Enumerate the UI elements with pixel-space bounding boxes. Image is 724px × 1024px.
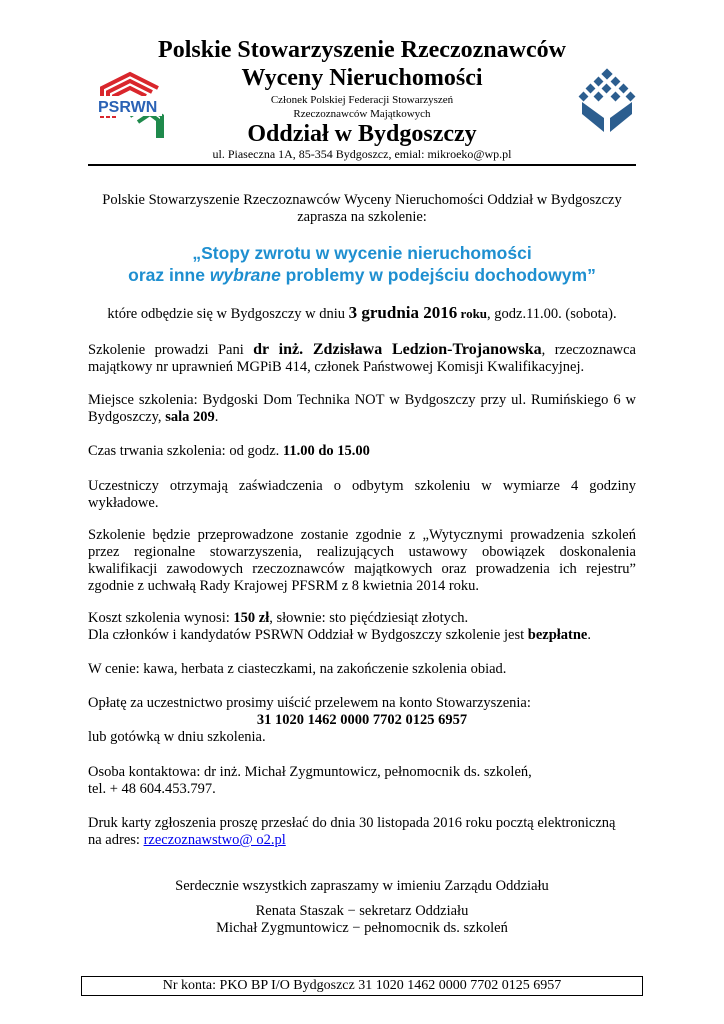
date-line: które odbędzie się w Bydgoszczy w dniu 3 grudnia 2016 roku, godz.11.00. (sobota).	[107, 303, 617, 322]
header-divider	[88, 164, 636, 166]
signature-training-officer: Michał Zygmuntowicz − pełnomocnik ds. szkoleń	[216, 920, 508, 936]
free-label: bezpłatne	[527, 627, 588, 643]
intro-line2: zaprasza na szkolenie:	[297, 209, 427, 225]
signature-secretary: Renata Staszak − sekretarz Oddziału	[255, 903, 469, 919]
place-paragraph: Miejsce szkolenia: Bydgoski Dom Technika NOT w Bydgoszczy przy ul. Rumińskiego 6 w Bydgoszczy, sala 209.	[88, 392, 636, 425]
contact-phone-line: tel. + 48 604.453.797.	[88, 781, 216, 797]
header-address: ul. Piaseczna 1A, 85-354 Bydgoszcz, emial: mikroeko@wp.pl	[212, 147, 512, 161]
member-line2: Rzeczoznawców Majątkowych	[293, 108, 431, 120]
member-line1: Członek Polskiej Federacji Stowarzyszeń	[270, 94, 454, 106]
psrwn-logo-text: PSRWN	[98, 99, 158, 116]
training-title-line1: „Stopy zwrotu w wycenie nieruchomości	[192, 243, 532, 263]
price-includes-line: W cenie: kawa, herbata z ciasteczkami, na zakończenie szkolenia obiad.	[88, 661, 507, 677]
footer-bank-account: Nr konta: PKO BP I/O Bydgoszcz 31 1020 1462 0000 7702 0125 6957	[81, 976, 643, 996]
bank-account-number: 31 1020 1462 0000 7702 0125 6957	[256, 712, 468, 728]
guidelines-paragraph: Szkolenie będzie przeprowadzone zostanie zgodnie z „Wytycznymi prowadzenia szkoleń przez regionalne stowarzyszenia, realizujących ustawowy obowiązek doskonalenia kwalifikacji zawodowych rzeczoznawców majątkowych oraz prowadzenia ich rejestru” zgodnie z uchwałą Rady Krajowej PFSRM z 8 kwietnia 2014 roku.	[88, 527, 636, 594]
lecturer-paragraph: Szkolenie prowadzi Pani dr inż. Zdzisława Ledzion-Trojanowska, rzeczoznawca majątkowy nr uprawnień MGPiB 414, członek Państwowej Komisji Kwalifikacyjnej.	[88, 341, 636, 375]
room-number: sala 209	[165, 409, 215, 425]
intro-line1: Polskie Stowarzyszenie Rzeczoznawców Wyceny Nieruchomości Oddział w Bydgoszczy	[102, 192, 622, 208]
org-name-line2: Wyceny Nieruchomości	[241, 65, 483, 91]
contact-person-line: Osoba kontaktowa: dr inż. Michał Zygmuntowicz, pełnomocnik ds. szkoleń,	[88, 764, 532, 780]
lecturer-name: dr inż. Zdzisława Ledzion-Trojanowska	[253, 341, 542, 358]
closing-invitation: Serdecznie wszystkich zapraszamy w imieniu Zarządu Oddziału	[175, 878, 549, 894]
training-date: 3 grudnia 2016	[348, 303, 458, 322]
payment-line: Opłatę za uczestnictwo prosimy uiścić przelewem na konto Stowarzyszenia:	[88, 695, 531, 711]
certificate-paragraph: Uczestniczy otrzymają zaświadczenia o odbytym szkoleniu w wymiarze 4 godziny wykładowe.	[88, 478, 636, 511]
duration-line: Czas trwania szkolenia: od godz. 11.00 do 15.00	[88, 443, 370, 459]
training-title-line2: oraz inne wybrane problemy w podejściu dochodowym”	[128, 265, 596, 285]
title-emphasis: wybrane	[209, 265, 281, 285]
registration-line: Druk karty zgłoszenia proszę przesłać do dnia 30 listopada 2016 roku pocztą elektroniczną	[88, 815, 616, 831]
member-free-line: Dla członków i kandydatów PSRWN Oddział w Bydgoszczy szkolenie jest bezpłatne.	[88, 627, 591, 643]
branch-name: Oddział w Bydgoszczy	[247, 121, 477, 147]
cost-line: Koszt szkolenia wynosi: 150 zł, słownie: sto pięćdziesiąt złotych.	[88, 610, 469, 626]
duration-time: 11.00 do 15.00	[282, 443, 370, 459]
cost-amount: 150 zł	[233, 610, 270, 626]
cash-payment-line: lub gotówką w dniu szkolenia.	[88, 729, 266, 745]
registration-email-link[interactable]: rzeczoznawstwo@ o2.pl	[143, 832, 286, 848]
org-name-line1: Polskie Stowarzyszenie Rzeczoznawców	[158, 37, 566, 63]
registration-address-line: na adres: rzeczoznawstwo@ o2.pl	[88, 832, 286, 848]
